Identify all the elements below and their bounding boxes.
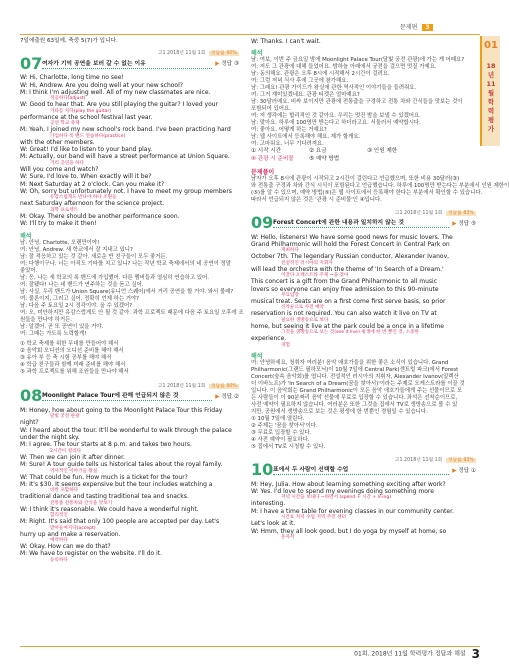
q10-line: M: Hey, Julia. How about learning something exciting after work?	[251, 480, 446, 488]
q09-script	[251, 234, 476, 416]
q07-answer	[215, 59, 239, 67]
q08-cont-line: 남: 30달러예요. 비싸 보이지만 관광에 전통춤을 구경하고 전통 차와 간식들을 맛보는 것이	[251, 99, 463, 106]
q09-choice: ⑤ 집에서 TV로 시청할 수 있다.	[251, 443, 326, 450]
q10-annotation: 혼자서	[281, 535, 295, 541]
q07-choice: ⑤ 과학 프로젝트를 위해 조원들을 만나야 해서	[20, 368, 129, 375]
q07-title: 여자가 기억 공연을 보러 갈 수 없는 이유	[42, 58, 212, 69]
q08-choice: ⑤ 예약 방법	[309, 156, 340, 162]
q08-annotation: 2시간이 걸리다	[50, 448, 82, 454]
q08-cont-line: 여: 저도 그 관광에 대해 들었어요. 밤하늘 아래에서 궁전을 걸으면 멋질 거예요.	[251, 64, 437, 71]
q08-annotation: 합리적인	[50, 513, 68, 519]
q08-line: W: That could be fun. How much is a ticket for the tour?	[20, 473, 188, 481]
footer-text: 01회. 2018년 11월 학력평가 정답과 해설	[354, 650, 466, 658]
q07-choice: ③ 유아 부 등 축 시험 공부를 해야 해서	[20, 354, 112, 361]
q09-line: 여: 안녕하세요, 청취자 여러분! 음악 애호가들을 위한 좋은 소식이 있습니다. Grand	[251, 359, 449, 366]
q08-line: W: Then we can join it after dinner.	[20, 453, 125, 461]
q07-translation-line: 여: 안녕, Andrew. 새 학교에서 잘 지내고 있니?	[20, 246, 133, 253]
q07-translation	[20, 239, 244, 338]
q08-source: 고1 2018년 11월 1회	[157, 383, 206, 389]
q07-line: W: I'll try to make it then!	[20, 220, 97, 228]
q07-annotation: 유감스럽게도 만나야 하다 조원들	[50, 195, 117, 201]
left-intro: 7일에출원 63일에, 축중 5(7)가 입니다.	[20, 38, 118, 44]
q08-explanation-line: (⑤)를 알 수 있으며, 예약 방법(⑤)은 웹 사이트에서 등록해야 한다는 부분에서 확인할 수 있습니다.	[251, 189, 483, 196]
q07-translation-line: 여: 다행이구나. 너는 아직도 기타를 치고 있니? 나는 작년 학교 축제에서의 네 공연이 정말	[20, 260, 231, 267]
q08-title: Moonlight Palace Tour에 관해 언급되지 않은 것	[42, 390, 212, 401]
q07-translation-line: 남: 알겠어. 곧 또 공연이 있을 거야.	[20, 323, 104, 330]
q08-cont-line: 남: 그래요! 관광 가이드가 왕실에 관한 역사적인 이야기들을 들려줘요.	[251, 85, 417, 92]
answer-arrow-icon: ▶	[452, 467, 457, 474]
q07-annotation: 기타를 치다(play the guitar)	[50, 108, 112, 114]
q08-cont-line: 여: 좋아요. 어떻게 하는 거예요?	[251, 127, 327, 134]
q08-cont-line: 남: 여보, 이번 주 금요일 밤에 Moonlight Palace Tour(달빛 궁전 관광)에 가는 게 어때요?	[251, 57, 465, 64]
q10-annotation: 시간표 저녁 수업 지역 주민 센터	[281, 515, 346, 521]
answer-arrow-icon: ▶	[215, 393, 220, 400]
q10-number: 10	[251, 460, 274, 480]
q10-line: Let's look at it.	[251, 520, 296, 528]
q08-cont-line: 포함되어 있어요.	[251, 106, 291, 113]
q08-cont-line: W: Thanks. I can't wait.	[251, 38, 321, 45]
q07-translation-line: 원들을 만나야 하거든.	[20, 316, 73, 323]
q09-annotation: 선착순으로 사전 예약	[281, 305, 324, 311]
q08-cont-line: 여: 그럼 저녁 식사 후에 그곳에 참가해요.	[251, 78, 349, 85]
q09-line: 지만, 공원에서 생방송으로 보는 것은 평생에 한 번뿐인 경험일 수 있습니다.	[251, 408, 428, 415]
q09-line: experience.	[251, 335, 287, 343]
q08-annotation: 받아들여지다(accept)	[50, 525, 96, 531]
q07-annotation: 과학 프로젝트	[50, 207, 79, 213]
q07-line: M: Yeah, I joined my new school's rock band. I've been practicing hard	[20, 126, 231, 134]
q07-line: W: Hi, Charlotte, long time no see!	[20, 74, 124, 82]
q10-dialogue	[251, 481, 476, 540]
q09-annotation: 경험	[281, 342, 290, 348]
q10-answer	[452, 466, 476, 474]
q09-line: musical treat. Seats are on a first come first serve basis, so prior	[251, 298, 446, 306]
q09-number: 09	[251, 213, 274, 233]
q09-annotation: 필요한 생방송으로 보다	[281, 317, 329, 323]
q09-answer-text: 정답 ⑤	[458, 220, 476, 227]
q07-line: M: I think I'm adjusting well. All of my new classmates are nice.	[20, 89, 211, 97]
q07-line: Will you come and watch?	[20, 165, 99, 173]
header-page-number: 3	[422, 24, 432, 31]
q07-translation-line: 남: 사실, 우리 밴드가 Union Square(유니언 스퀘어)에서 거리 공연을 할 거야. 와서 볼래?	[20, 288, 234, 295]
q07-translation-line: 여: 그때는 가도록 노력할게!	[20, 330, 87, 337]
q07-translation-line: 남: 응, 나는 새 학교의 록 밴드에 가입했어. 다른 멤버들과 열심히 연습하고 있어.	[20, 274, 209, 281]
q10-annotation: 저녁 시간을 보내다 ~하면서 (spend + 시간 + V-ing)	[281, 495, 392, 501]
q07-line: next Saturday afternoon for the science project.	[20, 200, 165, 208]
q08-line: W: Okay. How can we do that?	[20, 542, 111, 550]
q09-answer	[452, 219, 476, 227]
q09-line: October 7th. The legendary Russian conductor, Alexander Ivanov,	[251, 253, 450, 261]
q08-line: M: Right. It's said that only 100 people are accepted per day. Let's	[20, 518, 220, 526]
q08-line: M: I agree. The tour starts at 8 p.m. and takes two hours.	[20, 441, 192, 449]
q08-line: M: Honey, how about going to the Moonlight Palace Tour this Friday	[20, 406, 223, 414]
q07-line: M: Okay. There should be another performance soon.	[20, 212, 180, 220]
q07-choice: ① 학교 축제를 위한 무대를 만들어야 해서	[20, 340, 119, 347]
q08-line: M: It's $30. It seems expensive but the tour includes watching a	[20, 480, 213, 488]
q08-explanation-line: 따라서 언급되지 않은 것은 '관광 시 준비물'인 ④입니다.	[251, 196, 382, 203]
q07-translation-line: 좋았어.	[20, 267, 38, 274]
q07-choice: ④ 학급 친구들과 함께 미래 준비를 해야 해서	[20, 361, 126, 368]
page-header	[400, 22, 433, 31]
q08-explanation-line: 와 전통춤 구경과 차와 간식 시식이 포함된다고 언급했습니다. 하루에 100명만 받는다는 부분에서 인원 제한이	[251, 182, 509, 189]
q08-choice: ② 요금	[309, 148, 327, 155]
q10-line: interesting.	[251, 500, 286, 508]
q09-title: Forest Concert에 관한 내용과 일치하지 않는 것	[273, 217, 449, 228]
q10-line: W: Yes. I'd love to spend my evenings doing something more	[251, 488, 434, 496]
q08-explanation-heading: 문제풀이	[251, 168, 275, 176]
q08-choice: ① 시작 시간	[251, 148, 282, 155]
q08-cont-line: 여: 그거 재미있겠네요. 관광 티켓은 얼마예요?	[251, 92, 360, 99]
q08-annotation: 달빛 궁전 관광	[50, 414, 80, 420]
q08-line: traditional dance and tasting traditional tea and snacks.	[20, 493, 189, 501]
q08-dialogue	[20, 407, 239, 563]
q08-choice: ③ 인원 제한	[367, 148, 398, 155]
q08-answer-text: 정답 ②	[221, 393, 239, 400]
q08-annotation: 역사적인 이야기들 왕실	[50, 468, 98, 474]
q09-choice: ① 10월 7일에 열린다.	[251, 415, 305, 422]
side-tab-number: 01	[484, 40, 498, 51]
q07-source: 고1 2018년 11월 1회	[157, 51, 206, 57]
q10-line: M: I have a time table for evening classes in our community center.	[251, 507, 454, 515]
q07-answer-text: 정답 ③	[221, 61, 239, 68]
q07-annotation: 거리 공연을 하다	[50, 160, 84, 166]
q10-answer-text: 정답 ①	[458, 467, 476, 474]
q08-choices	[251, 148, 476, 163]
q08-cont-line: 남: 맞아요. 하루에 100명만 받는다고 하더라고요. 서둘러서 예약합시다.	[251, 120, 421, 127]
q09-line: reservation is not required. You can also watch it live on TV at	[251, 310, 437, 318]
side-tab-text: 18년 11월 학력평가	[486, 62, 496, 133]
header-rule	[20, 34, 480, 35]
q08-annotation: 예약하다	[50, 537, 68, 543]
q08-explanation-line: 남자가 오후 8시에 관광이 시작되고 2시간이 걸린다고 언급했으며, 또한 비용 30달러(③)	[251, 175, 460, 182]
footer-page-number: 3	[471, 647, 480, 661]
q07-annotation: 가입하다 록 밴드 연습하다(practice)	[50, 133, 126, 139]
q10-accuracy: 정답률 93%	[447, 457, 474, 463]
q09-line: 사전 예약이 필요하지 않습니다. 여러분은 또한 그것을 집에서 TV로 생방송으로 볼 수 있	[251, 401, 458, 408]
q09-choice: ④ 사전 예약이 필요하다.	[251, 436, 310, 443]
q07-translation-line: 여: 물론이지, 그러고 싶어. 정확히 언제 하는 거야?	[20, 295, 140, 302]
q08-cont-line: 여: 고마워요. 너무 기다려져요.	[251, 141, 324, 148]
question-07	[20, 49, 239, 71]
q07-line: W: Sure, I'd love to. When exactly will it be?	[20, 173, 152, 181]
q09-annotation: 이끌다 오케스트라 주제 ~을 찾아	[281, 273, 349, 279]
q09-choice: ③ 무료로 입장할 수 있다.	[251, 429, 312, 436]
q08-line: hurry up and make a reservation.	[20, 530, 121, 538]
q09-accuracy: 정답률 83%	[447, 210, 474, 216]
q07-translation-line: 남: 잘 적응하고 있는 것 같아. 새로운 반 친구들이 모두 좋거든.	[20, 253, 168, 260]
q07-annotation: 공연 학교 축제	[50, 121, 80, 127]
q09-line: This concert is a gift from the Grand Philharmonic to all music	[251, 278, 437, 286]
q09-choices	[251, 416, 476, 451]
q09-line: lovers so everyone can enjoy free admission to this 90-minute	[251, 285, 439, 293]
q09-line: W: Hello, listeners! We have some good news for music lovers. The	[251, 233, 453, 241]
q08-annotation: 전통춤 전통차와 간식을 맛보기	[50, 500, 113, 506]
q07-line: W: Great! I'd like to listen to your band play.	[20, 146, 153, 154]
q07-translation-line: 남: 안녕, Charlotte, 오랜만이야!	[20, 239, 100, 246]
q08-continued	[251, 38, 476, 148]
q08-cont-heading: 해석	[251, 50, 263, 58]
q09-line: will lead the orchestra with the theme of 'In Search of a Dream.'	[251, 265, 444, 273]
answer-arrow-icon: ▶	[452, 220, 457, 227]
q07-line: M: Actually, our band will have a street performance at Union Square.	[20, 153, 230, 161]
q09-line: Philharmonic(그랜드 필하모닉)이 10월 7일에 Central Park(센트럴 파크)에서 Forest	[251, 366, 459, 373]
q07-translation-line: 여: 오, 미안하지만 유감스럽게도 안 될 것 같아. 과학 프로젝트 때문에 다음 주 토요일 오후에 조	[20, 309, 244, 316]
q07-line: W: Good to hear that. Are you still playing the guitar? I loved your	[20, 101, 219, 109]
q07-accuracy: 정답률 90%	[210, 51, 237, 57]
header-label: 문제편	[400, 24, 418, 31]
q07-choices	[20, 341, 239, 376]
q08-line: night?	[20, 419, 39, 427]
q09-annotation: 개최하다	[281, 248, 299, 254]
q09-annotation: 그것을 생방송으로 보는 것(see it live) 평생에 한 번 뿐인 것, 소중한	[281, 330, 419, 336]
q10-title: 표에서 두 사람이 선택할 수업	[273, 464, 449, 475]
q07-dialogue	[20, 74, 239, 228]
q07-line: W: Hi, Andrew. Are you doing well at your new school?	[20, 81, 183, 89]
q10-line: W: Hmm, they all look good, but I do yoga by myself at home, so	[251, 527, 447, 535]
q08-line: W: I heard about the tour. It'll be wonderful to walk through the palace	[20, 426, 232, 434]
side-tab	[480, 36, 500, 146]
q09-line: Concert(숲속 음악회)를 엽니다. 전설적인 러시아의 지휘자, Alexander Ivanov(알렉산	[251, 373, 459, 380]
q07-translation-line: 여: 잘됐다! 나는 네 밴드가 연주하는 것을 듣고 싶어.	[20, 281, 144, 288]
q08-accuracy: 정답률 90%	[210, 383, 237, 389]
q08-cont-line: 여: 저 생각에는 합리적인 것 같아요. 우리는 멋진 밤을 보낼 수 있겠어요.	[251, 113, 421, 120]
q08-number: 08	[20, 386, 43, 406]
q07-line: performance at the school festival last year.	[20, 113, 153, 121]
q09-choice: ② 주제는 '꿈을 찾아서'이다.	[251, 422, 318, 429]
q09-line: 입니다. 이 음악회는 Grand Philharmonic이 모든 음악 애호가들에게 주는 선물이므로 모	[251, 387, 462, 394]
q07-number: 07	[20, 53, 43, 73]
q08-choice: ④ 관광 시 준비물	[251, 156, 294, 162]
q09-source: 고1 2018년 11월 1회	[394, 210, 443, 216]
question-09	[251, 209, 476, 231]
q09-line: 든 사람들이 이 90분짜리 음악 선물에 무료로 입장할 수 있습니다. 좌석은 선착순이므로,	[251, 394, 458, 401]
q07-choice: ② 음악회 오디션의 오디션 준비를 해야 해서	[20, 347, 124, 354]
q09-line: Grand Philharmonic will hold the Forest Concert in Central Park on	[251, 241, 450, 248]
q10-source: 고1 2018년 11월 1회	[394, 457, 443, 463]
q08-line: W: I think it's reasonable. We could have a wonderful night.	[20, 505, 199, 513]
q07-translation-line: 남: 다음 주 토요일 2시 정각이야. 올 수 있겠어?	[20, 302, 133, 309]
question-08	[20, 382, 239, 404]
q09-line: home, but seeing it live at the park could be a once in a lifetime	[251, 322, 444, 330]
page-footer	[354, 647, 480, 661]
q08-answer	[215, 392, 239, 400]
answer-arrow-icon: ▶	[215, 61, 220, 68]
q08-line: M: We have to register on the website. I'll do it.	[20, 550, 163, 558]
q07-annotation: 적응하다(adjust)	[50, 96, 86, 102]
q07-line: W: Oh, sorry but unfortunately not. I have to meet my group members	[20, 188, 232, 196]
q09-annotation: 무료입장	[281, 293, 299, 299]
q08-line: under the night sky.	[20, 433, 80, 441]
q09-annotation: 전설적인 러시아의 지휘자	[281, 260, 333, 266]
q08-cont-line: 남: 웹 사이트에서 등록해야 해요. 제가 할게요.	[251, 134, 361, 141]
q07-line: M: Next Saturday at 2 o'clock. Can you make it?	[20, 180, 165, 188]
left-column	[20, 38, 244, 563]
q08-line: M: Sure! A tour guide tells us historical tales about the royal family.	[20, 461, 223, 469]
q08-annotation: 등록하다	[50, 557, 68, 563]
q08-explanation	[251, 175, 509, 204]
q07-translation-heading: 해석	[20, 232, 32, 240]
q08-cont-line: 남: 동의해요. 관광은 오후 8시에 시작해서 2시간이 걸려요.	[251, 71, 390, 78]
q08-annotation: 비싼 포함하다	[50, 488, 79, 494]
q09-line: 더 이바노프)가 'In Search of a Dream(꿈을 찾아서)'이라는 주제로 오케스트라를 이끌 것	[251, 380, 465, 387]
q09-heading: 해석	[251, 352, 263, 360]
q07-line: with the other members.	[20, 138, 95, 146]
question-10	[251, 456, 476, 478]
